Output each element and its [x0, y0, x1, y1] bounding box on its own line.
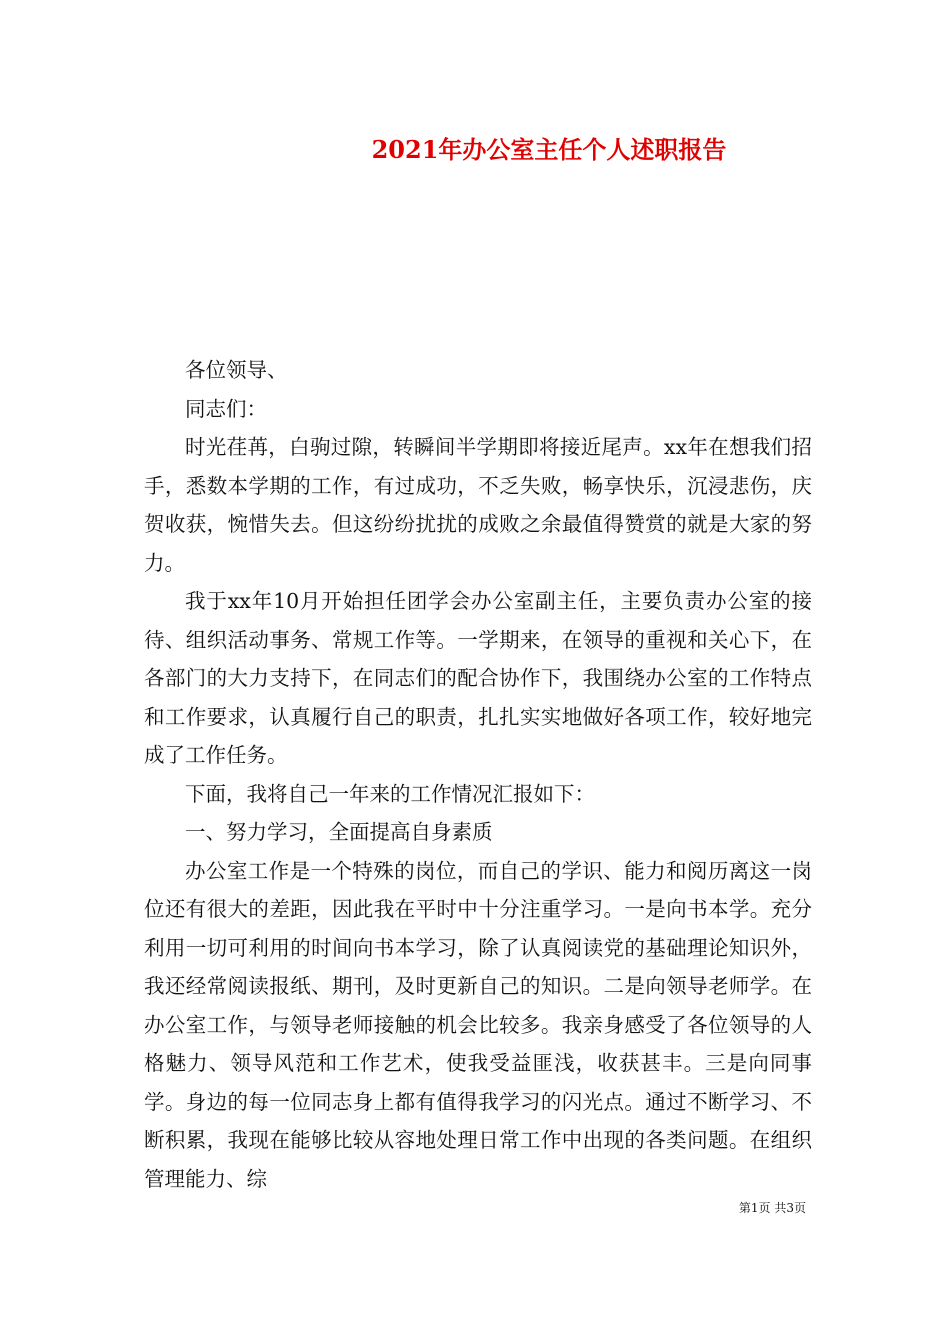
salutation-line-2: 同志们：: [185, 396, 267, 421]
document-title: 2021年办公室主任个人述职报告: [371, 135, 727, 164]
body-paragraph: 我于xx年10月开始担任团学会办公室副主任，主要负责办公室的接待、组织活动事务、常规工作等。一学期来，在领导的重视和关心下，在各部门的大力支持下，在同志们的配合协作下，我围绕办公室的工作特点和工作要求，认真履行自己的职责，扎扎实实地做好各项工作，较好地完成了工作任务。: [144, 589, 812, 767]
section-heading: 一、努力学习，全面提高自身素质: [185, 820, 493, 844]
salutation-line-1: 各位领导、: [185, 358, 288, 382]
document-body: [144, 351, 812, 1198]
body-paragraph: 下面，我将自己一年来的工作情况汇报如下：: [185, 781, 595, 806]
body-paragraph: 时光荏苒，白驹过隙，转瞬间半学期即将接近尾声。xx年在想我们招手，悉数本学期的工作，有过成功，不乏失败，畅享快乐，沉浸悲伤，庆贺收获，惋惜失去。但这纷纷扰扰的成败之余最值得赞赏的就是大家的努力。: [144, 435, 812, 575]
page-number-footer: 第1页 共3页: [738, 1201, 806, 1215]
body-paragraph: 办公室工作是一个特殊的岗位，而自己的学识、能力和阅历离这一岗位还有很大的差距，因此我在平时中十分注重学习。一是向书本学。充分利用一切可利用的时间向书本学习，除了认真阅读党的基础理论知识外，我还经常阅读报纸、期刊，及时更新自己的知识。二是向领导老师学。在办公室工作，与领导老师接触的机会比较多。我亲身感受了各位领导的人格魅力、领导风范和工作艺术，使我受益匪浅，收获甚丰。三是向同事学。身边的每一位同志身上都有值得我学习的闪光点。通过不断学习、不断积累，我现在能够比较从容地处理日常工作中出现的各类问题。在组织管理能力、综: [144, 858, 812, 1191]
